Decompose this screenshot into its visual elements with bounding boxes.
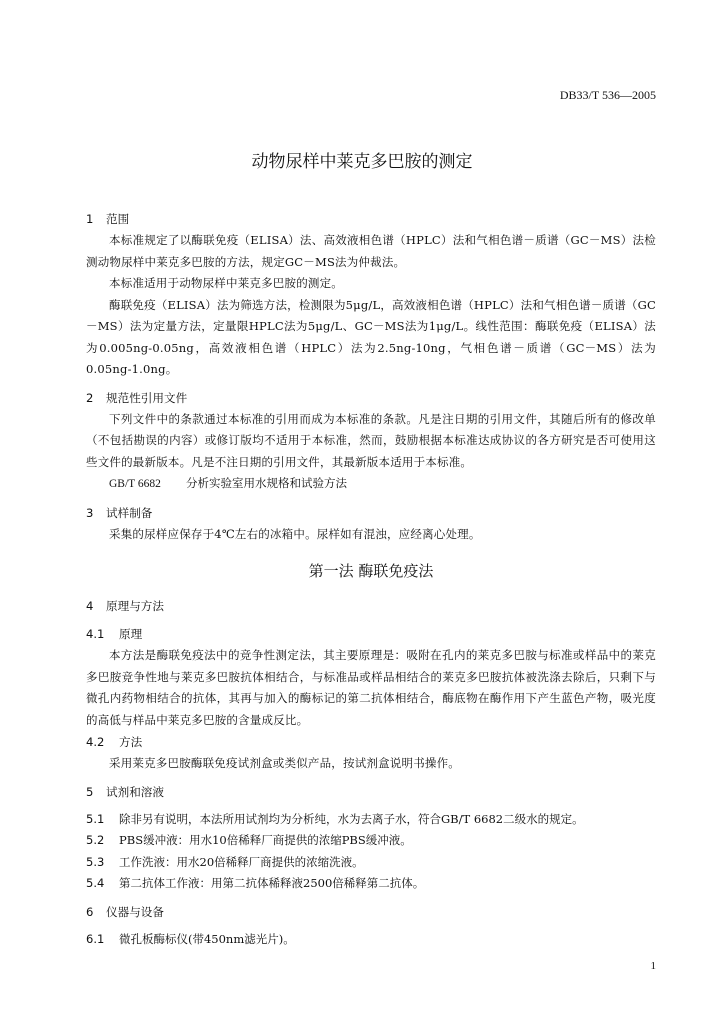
subsection-heading-principle xyxy=(86,623,656,645)
item-text: 第二抗体工作液：用第二抗体稀释液2500倍稀释第二抗体。 xyxy=(119,876,425,890)
section-title: 方法 xyxy=(119,735,143,749)
section-title: 试样制备 xyxy=(106,505,153,520)
section-heading-reagents xyxy=(86,781,656,803)
paragraph: 本方法是酶联免疫法中的竞争性测定法，其主要原理是：吸附在孔内的莱克多巴胺与标准或样品中的莱克多巴胺竞争性地与莱克多巴胺抗体相结合，与标准品或样品相结合的莱克多巴胺抗体被洗涤去除后，只剩下与微孔内药物相结合的抗体，其再与加入的酶标记的第二抗体相结合，酶底物在酶作用下产生蓝色产物，吸光度的高低与样品中莱克多巴胺的含量成反比。 xyxy=(86,648,656,727)
section-heading-principle-method xyxy=(86,595,656,617)
section-number: 2 xyxy=(86,390,94,405)
item-text: 除非另有说明，本法所用试剂均为分析纯，水为去离子水，符合GB/T 6682二级水的规定。 xyxy=(119,811,584,826)
section-heading-references xyxy=(86,387,656,409)
section-title: 仪器与设备 xyxy=(106,904,164,919)
item-text: 微孔板酶标仪(带450nm滤光片)。 xyxy=(119,931,295,946)
section-heading-instruments xyxy=(86,901,656,923)
section-title: 原理与方法 xyxy=(106,599,164,613)
list-item xyxy=(86,929,656,951)
section-title: 规范性引用文件 xyxy=(106,390,188,405)
item-number: 5.2 xyxy=(86,833,105,847)
item-number: 5.3 xyxy=(86,854,105,869)
section-heading-sample-prep xyxy=(86,502,656,524)
page-number: 1 xyxy=(650,960,656,972)
section-number: 5 xyxy=(86,784,94,799)
list-item xyxy=(86,873,656,895)
reference-title: 分析实验室用水规格和试验方法 xyxy=(186,476,347,490)
section-number: 6 xyxy=(86,904,94,919)
section-number: 4.2 xyxy=(86,735,105,749)
section-title: 试剂和溶液 xyxy=(106,784,164,799)
paragraph: 采用莱克多巴胺酶联免疫试剂盒或类似产品，按试剂盒说明书操作。 xyxy=(109,756,460,770)
standard-code: DB33/T 536—2005 xyxy=(559,88,656,102)
paragraph: 本标准规定了以酶联免疫（ELISA）法、高效液相色谱（HPLC）法和气相色谱－质谱（GC－MS）法检测动物尿样中莱克多巴胺的方法，规定GC－MS法为仲裁法。 xyxy=(86,233,656,269)
subsection-heading-method xyxy=(86,731,656,753)
document-body xyxy=(86,208,656,950)
paragraph: 下列文件中的条款通过本标准的引用而成为本标准的条款。凡是注日期的引用文件，其随后所有的修改单（不包括勘误的内容）或修订版均不适用于本标准，然而，鼓励根据本标准达成协议的各方研究是否可使用这些文件的最新版本。凡是不注日期的引用文件，其最新版本适用于本标准。 xyxy=(86,411,656,469)
list-item xyxy=(86,830,656,852)
section-heading-scope xyxy=(86,208,656,230)
paragraph: 采集的尿样应保存于4℃左右的冰箱中。尿样如有混浊，应经离心处理。 xyxy=(109,526,481,541)
item-text: 工作洗液：用水20倍稀释厂商提供的浓缩洗液。 xyxy=(119,854,364,869)
reference-entry xyxy=(86,473,656,496)
item-text: PBS缓冲液：用水10倍稀释厂商提供的浓缩PBS缓冲液。 xyxy=(119,833,412,847)
section-title: 原理 xyxy=(119,627,143,641)
document-title: 动物尿样中莱克多巴胺的测定 xyxy=(251,152,473,172)
list-item xyxy=(86,852,656,874)
section-title: 范围 xyxy=(106,212,130,226)
method-heading: 第一法 酶联免疫法 xyxy=(308,562,434,580)
paragraph: 本标准适用于动物尿样中莱克多巴胺的测定。 xyxy=(109,276,343,290)
paragraph: 酶联免疫（ELISA）法为筛选方法，检测限为5μg/L，高效液相色谱（HPLC）法和气相色谱－质谱（GC－MS）法为定量方法，定量限HPLC法为5μg/L、GC－MS法为1μg/L。线性范围：酶联免疫（ELISA）法为0.005ng-0.05ng，高效液相色谱（HPLC）法为2.5ng-10ng，气相色谱－质谱（GC－MS）法为0.05ng-1.0ng。 xyxy=(86,297,657,376)
item-number: 5.1 xyxy=(86,811,105,826)
reference-code: GB/T 6682 xyxy=(109,478,161,490)
section-number: 1 xyxy=(86,212,94,226)
item-number: 5.4 xyxy=(86,876,105,890)
section-number: 4 xyxy=(86,599,94,613)
item-number: 6.1 xyxy=(86,931,105,946)
section-number: 4.1 xyxy=(86,627,105,641)
section-number: 3 xyxy=(86,505,94,520)
list-item xyxy=(86,809,656,831)
